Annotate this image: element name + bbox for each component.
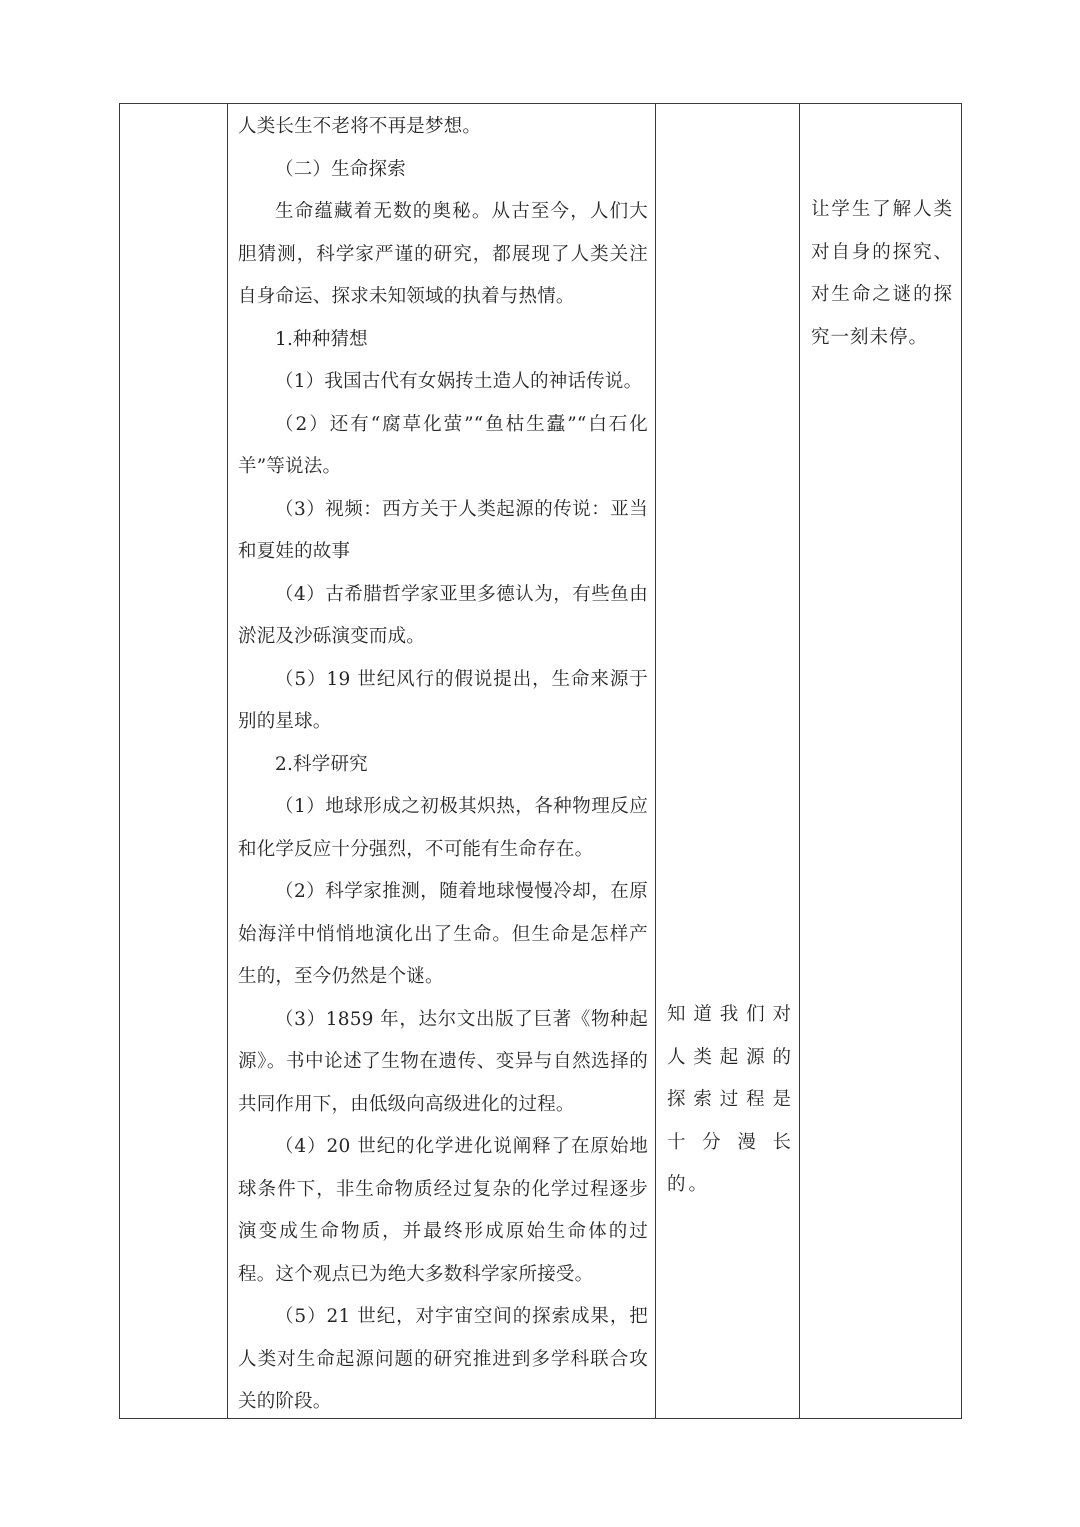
content-paragraph: （5）19 世纪风行的假说提出，生命来源于别的星球。 (238, 668, 648, 732)
content-paragraph: 人类长生不老将不再是梦想。 (238, 116, 482, 137)
content-paragraphs (238, 106, 648, 1424)
content-paragraph: 2.科学研究 (275, 753, 368, 775)
content-paragraph: （1）我国古代有女娲抟土造人的神话传说。 (275, 371, 643, 392)
content-paragraph: （4）20 世纪的化学进化说阐释了在原始地球条件下，非生命物质经过复杂的化学过程逐步演变成生命物质，并最终形成原始生命体的过程。这个观点已为绝大多数科学家所接受。 (238, 1136, 648, 1285)
content-paragraph: （3）1859 年，达尔文出版了巨著《物种起源》。书中论述了生物在遗传、变异与自然选择的共同作用下，由低级向高级进化的过程。 (238, 1008, 648, 1115)
lesson-plan-table (119, 103, 962, 1419)
content-paragraph: （二）生命探索 (275, 158, 406, 180)
student-activity-text: 知道我们对人类起源的探索过程是十分漫长的。 (667, 1004, 794, 1195)
content-paragraph: （2）科学家推测，随着地球慢慢冷却，在原始海洋中悄悄地演化出了生命。但生命是怎样产生的，至今仍然是个谜。 (238, 881, 648, 987)
content-paragraph: （3）视频：西方关于人类起源的传说：亚当和夏娃的故事 (238, 498, 648, 562)
content-cell (229, 104, 656, 1418)
content-paragraph: （4）古希腊哲学家亚里多德认为，有些鱼由淤泥及沙砾演变而成。 (238, 583, 648, 647)
content-paragraph: （1）地球形成之初极其炽热，各种物理反应和化学反应十分强烈，不可能有生命存在。 (238, 796, 648, 860)
design-intent-text: 让学生了解人类对自身的探究、对生命之谜的探究一刻未停。 (811, 199, 953, 348)
stage-cell (120, 104, 228, 1418)
content-paragraph: （2）还有“腐草化萤”“鱼枯生蠹”“白石化羊”等说法。 (238, 413, 648, 477)
content-paragraph: 1.种种猜想 (275, 328, 368, 350)
design-intent-cell (801, 104, 961, 1418)
content-paragraph: （5）21 世纪，对宇宙空间的探索成果，把人类对生命起源问题的研究推进到多学科联合攻关的阶段。 (238, 1306, 648, 1412)
content-paragraph: 生命蕴藏着无数的奥秘。从古至今，人们大胆猜测，科学家严谨的研究，都展现了人类关注自身命运、探求未知领域的执着与热情。 (238, 201, 648, 307)
student-activity-cell (657, 104, 800, 1418)
